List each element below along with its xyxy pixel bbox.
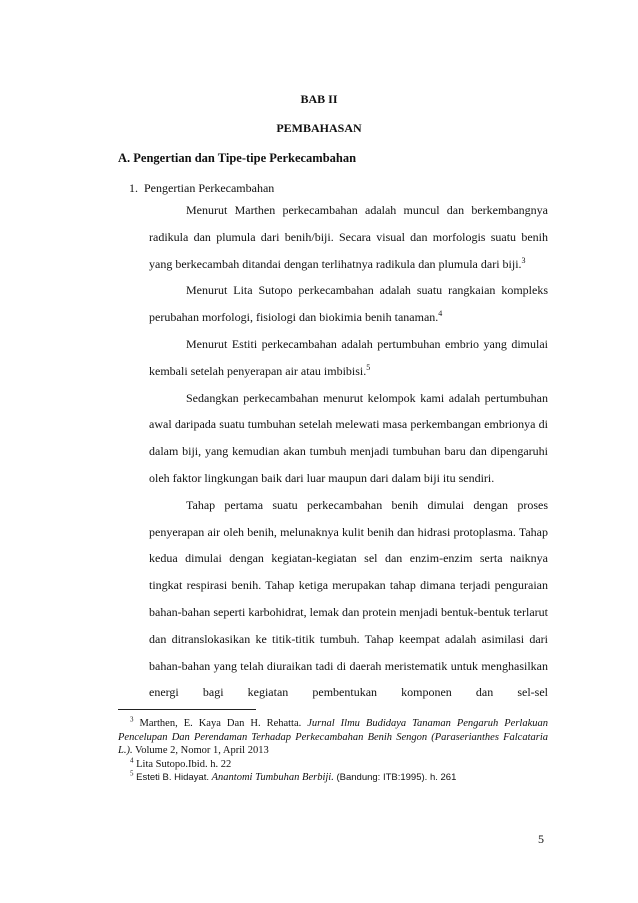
footnote-ref: 5: [366, 362, 371, 372]
subsection-title: Pengertian Perkecambahan: [144, 181, 275, 195]
footnote: [118, 717, 548, 758]
paragraph-text: Menurut Lita Sutopo perkecambahan adalah suatu rangkaian kompleks perubahan morfologi, fisiologi dan biokimia benih tanaman.: [149, 283, 548, 325]
footnote: [118, 771, 548, 785]
paragraph-text: Sedangkan perkecambahan menurut kelompok kami adalah pertumbuhan awal daripada suatu tumbuhan setelah melewati masa perkembangan embrionya di dalam biji, yang kemudian akan tumbuh menjadi tumbuhan baru dan dipengaruhi oleh faktor lingkungan baik dari luar maupun dari dalam biji itu sendiri.: [149, 390, 548, 485]
chapter-title: PEMBAHASAN: [276, 121, 362, 135]
paragraph: [149, 385, 548, 492]
footnote-ref: 3: [521, 255, 526, 265]
footnote-title: Jurnal Ilmu Budidaya Tanaman Pengaruh Perlakuan Pencelupan Dan Perendaman Terhadap Perkecambahan Benih Sengon (Paraserianthes Falcataria L.).: [118, 718, 548, 756]
paragraph: [149, 331, 548, 385]
footnote-mark: 5: [130, 769, 134, 778]
footnote-title: Anantomi Tumbuhan Berbiji.: [211, 772, 334, 783]
section-heading: A. Pengertian dan Tipe-tipe Perkecambahan: [118, 151, 357, 165]
paragraph-text: Tahap pertama suatu perkecambahan benih dimulai dengan proses penyerapan air oleh benih, melunaknya kulit benih dan hidrasi protoplasma. Tahap kedua dimulai dengan kegiatan-kegiatan sel dan enzim-enzim serta naiknya tingkat respirasi benih. Tahap ketiga merupakan tahap dimana terjadi penguraian bahan-bahan seperti karbohidrat, lemak dan protein menjadi bentuk-bentuk terlarut dan ditranslokasikan ke titik-titik tumbuh. Tahap keempat adalah asimilasi dari bahan-bahan yang telah diuraikan tadi di daerah meristematik untuk menghasilkan energi bagi kegiatan pembentukan komponen dan sel-sel: [149, 497, 548, 700]
footnote-text: Lita Sutopo.Ibid. h. 22: [136, 758, 232, 770]
chapter-label: BAB II: [300, 92, 338, 106]
paragraph-text: Menurut Estiti perkecambahan adalah pertumbuhan embrio yang dimulai kembali setelah penyerapan air atau imbibisi.: [149, 336, 548, 378]
footnote-text: Esteti B. Hidayat.: [136, 772, 209, 783]
footnote-detail: (Bandung: ITB:1995). h. 261: [336, 772, 457, 783]
footnote-ref: 4: [438, 309, 443, 319]
footnotes: [118, 717, 548, 785]
footnote-detail: Volume 2, Nomor 1, April 2013: [135, 745, 269, 756]
subsection-heading: [129, 181, 274, 196]
footnote: [118, 758, 548, 772]
paragraph: [149, 197, 548, 277]
footnote-separator: [118, 709, 256, 710]
page-number: 5: [538, 832, 544, 846]
body-text: [149, 197, 548, 706]
footnote-mark: 3: [130, 715, 134, 724]
paragraph: [149, 277, 548, 331]
paragraph-text: Menurut Marthen perkecambahan adalah muncul dan berkembangnya radikula dan plumula dari benih/biji. Secara visual dan morfologis suatu benih yang berkecambah ditandai dengan terlihatnya radikula dan plumula dari biji.: [149, 203, 548, 271]
footnote-mark: 4: [130, 756, 134, 764]
paragraph: [149, 492, 548, 706]
footnote-text: Marthen, E. Kaya Dan H. Rehatta.: [139, 718, 302, 729]
subsection-number: 1.: [129, 181, 138, 195]
